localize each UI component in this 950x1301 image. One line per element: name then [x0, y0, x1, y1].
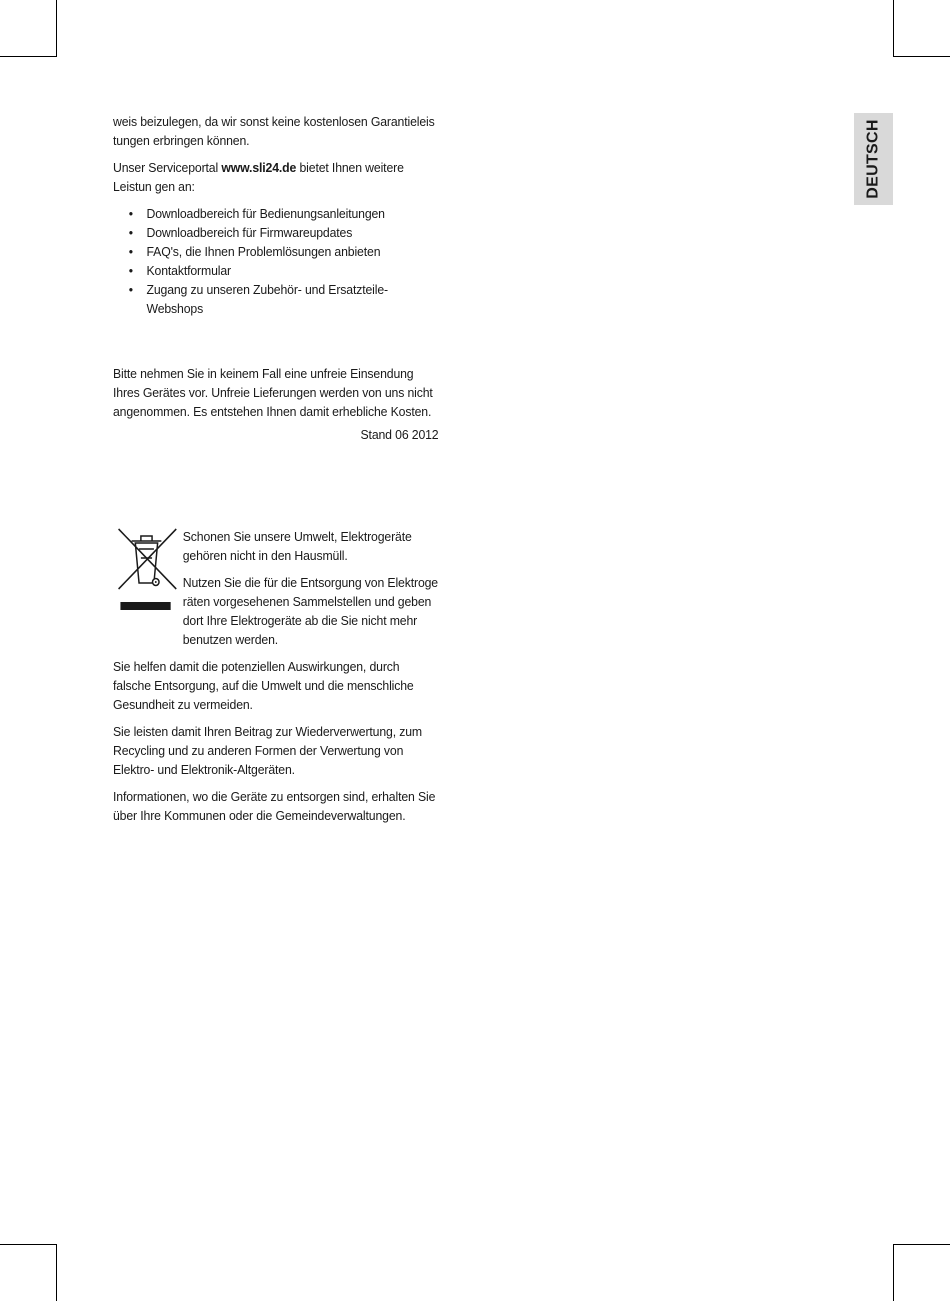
page-content: [113, 112, 439, 833]
disposal-paragraph-2: Nutzen Sie die für die Entsorgung von Elektroge räten vorgesehenen Sammelstellen und geben dort Ihre Elektrogeräte ab die Sie nicht mehr benutzen werden.: [182, 575, 439, 647]
stand-date: Stand 06 2012: [360, 427, 439, 442]
service-list: [113, 204, 439, 318]
crop-mark-top-left-v: [56, 0, 57, 57]
crop-mark-top-right-v: [893, 0, 894, 57]
service-portal-link: www.sli24.de: [221, 160, 297, 175]
warning-paragraph: Bitte nehmen Sie in keinem Fall eine unfreie Einsendung Ihres Gerätes vor. Unfreie Lieferungen werden von uns nicht angenommen. Es entstehen Ihnen damit erhebliche Kosten.: [113, 366, 433, 419]
disposal-paragraph-5: Informationen, wo die Geräte zu entsorgen sind, erhalten Sie über Ihre Kommunen oder die Gemeindeverwaltungen.: [113, 789, 436, 823]
list-item: • Downloadbereich für Bedienungsanleitungen: [113, 204, 439, 223]
disposal-paragraph-1: Schonen Sie unsere Umwelt, Elektrogeräte gehören nicht in den Hausmüll.: [182, 529, 412, 563]
list-item: • Downloadbereich für Firmwareupdates: [113, 223, 439, 242]
crop-mark-bottom-right-h: [893, 1244, 950, 1245]
list-item: • Kontaktformular: [113, 261, 439, 280]
disposal-paragraph-4: Sie leisten damit Ihren Beitrag zur Wiederverwertung, zum Recycling und zu anderen Formen der Verwertung von Elektro- und Elektronik-Altgeräten.: [113, 724, 423, 777]
list-item: • FAQ's, die Ihnen Problemlösungen anbieten: [113, 242, 439, 261]
disposal-text: [183, 527, 439, 657]
list-item: • Zugang zu unseren Zubehör- und Ersatzteile-Webshops: [113, 280, 439, 318]
weee-crossed-bin-icon: [113, 527, 183, 617]
crop-mark-bottom-left-h: [0, 1244, 57, 1245]
service-paragraph-1: weis beizulegen, da wir sonst keine kostenlosen Garantieleis tungen erbringen können.: [113, 114, 435, 148]
crop-mark-top-right-h: [893, 56, 950, 57]
language-tab: [854, 113, 893, 205]
crop-mark-top-left-h: [0, 56, 57, 57]
disposal-paragraph-3: Sie helfen damit die potenziellen Auswirkungen, durch falsche Entsorgung, auf die Umwelt und die menschliche Gesundheit zu vermeiden.: [113, 659, 414, 712]
disposal-block: [113, 527, 439, 657]
language-tab-label: DEUTSCH: [864, 119, 882, 199]
crop-mark-bottom-left-v: [56, 1244, 57, 1301]
service-paragraph-2: Unser Serviceportal www.sli24.de bietet Ihnen weitere Leistun gen an:: [113, 160, 404, 194]
crop-mark-bottom-right-v: [893, 1244, 894, 1301]
